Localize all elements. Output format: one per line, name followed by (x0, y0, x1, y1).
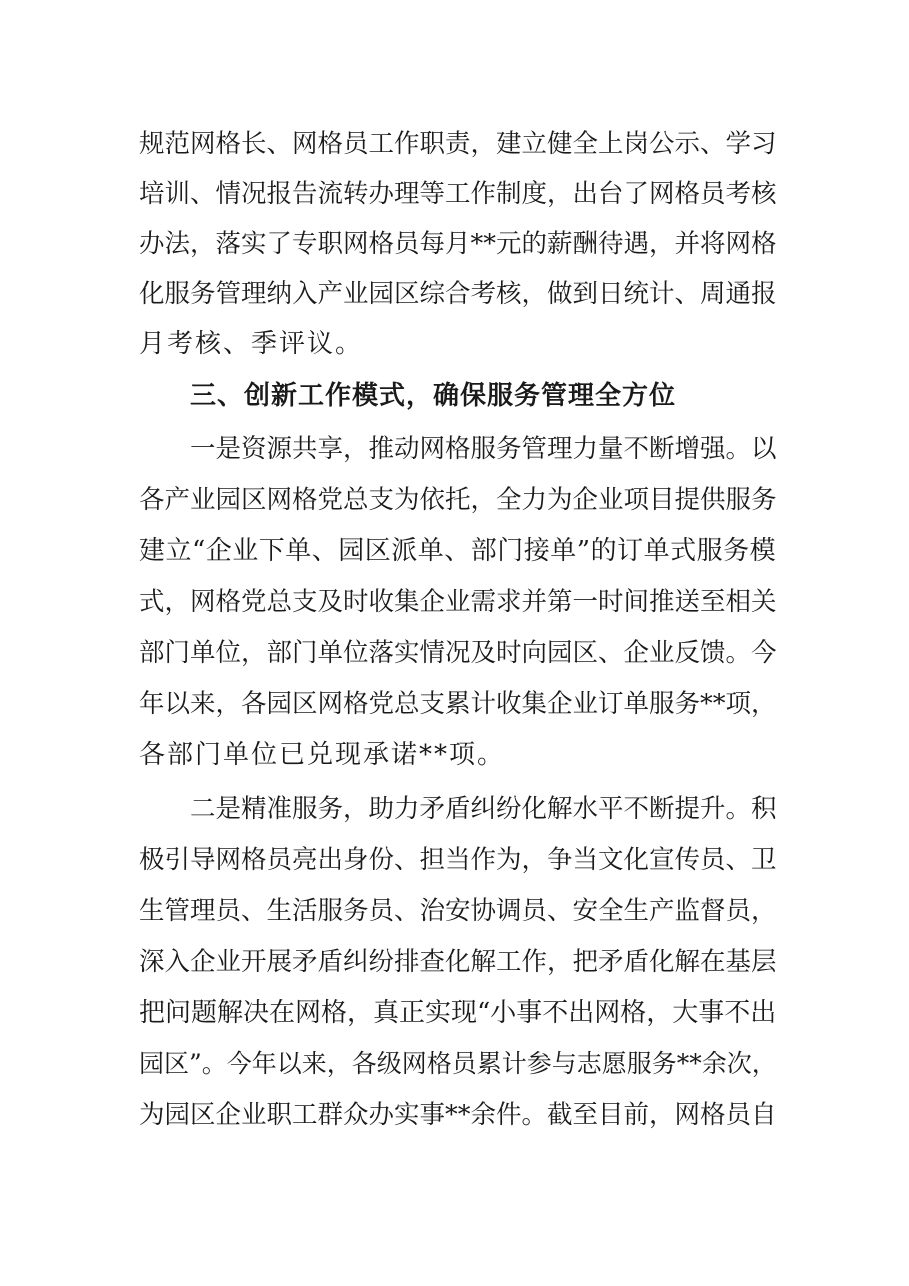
paragraph-line: 深入企业开展矛盾纠纷排查化解工作，把矛盾化解在基层 (139, 947, 777, 977)
paragraph-line: 二是精准服务，助力矛盾纠纷化解水平不断提升。积 (190, 794, 777, 824)
paragraph-line: 生管理员、生活服务员、治安协调员、安全生产监督员， (139, 896, 777, 926)
paragraph-line: 办法，落实了专职网格员每月**元的薪酬待遇，并将网格 (139, 229, 777, 259)
paragraph-line: 园区”。今年以来，各级网格员累计参与志愿服务**余次， (139, 1049, 777, 1078)
paragraph-line: 极引导网格员亮出身份、担当作为，争当文化宣传员、卫 (139, 845, 777, 875)
paragraph-line: 年以来，各园区网格党总支累计收集企业订单服务**项， (139, 689, 777, 719)
paragraph-line: 部门单位，部门单位落实情况及时向园区、企业反馈。今 (139, 638, 777, 668)
paragraph-line: 月考核、季评议。 (139, 329, 364, 359)
paragraph-line: 建立“企业下单、园区派单、部门接单”的订单式服务模 (139, 536, 777, 566)
paragraph-line: 化服务管理纳入产业园区综合考核，做到日统计、周通报 (139, 279, 777, 309)
paragraph-line: 规范网格长、网格员工作职责，建立健全上岗公示、学习 (139, 129, 777, 159)
paragraph-line: 各产业园区网格党总支为依托，全力为企业项目提供服务 (139, 485, 777, 515)
paragraph-line: 把问题解决在网格，真正实现“小事不出网格，大事不出 (139, 998, 777, 1028)
paragraph-line: 一是资源共享，推动网格服务管理力量不断增强。以 (190, 434, 777, 464)
paragraph-line: 各部门单位已兑现承诺**项。 (139, 740, 506, 770)
paragraph-line: 式，网格党总支及时收集企业需求并第一时间推送至相关 (139, 587, 777, 617)
paragraph-line: 培训、情况报告流转办理等工作制度，出台了网格员考核 (139, 179, 777, 209)
section-heading: 三、创新工作模式，确保服务管理全方位 (190, 381, 677, 411)
paragraph-line: 为园区企业职工群众办实事**余件。截至目前，网格员自 (139, 1100, 777, 1130)
